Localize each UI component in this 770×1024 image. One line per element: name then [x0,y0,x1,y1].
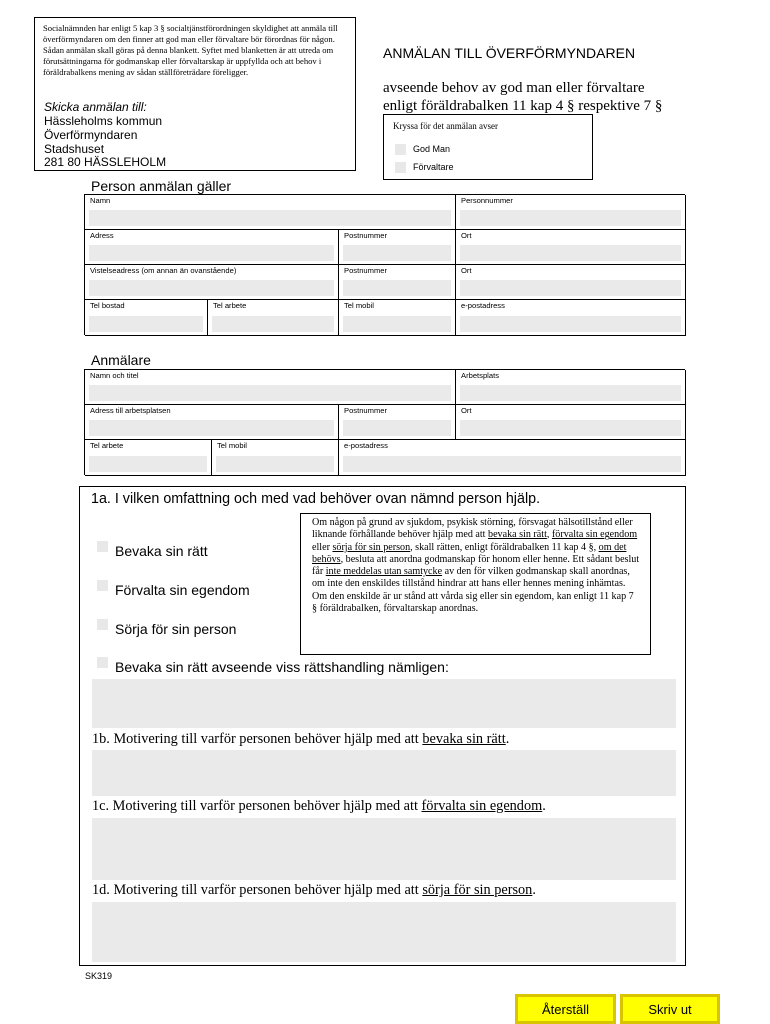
q1c-suffix: . [542,798,546,814]
q1b-underlined: bevaka sin rätt [422,731,506,747]
forvalta-checkbox[interactable] [97,580,108,591]
ort2-label: Ort [461,266,472,275]
info-text-underlined: sörja för sin person [332,541,411,553]
reporter-name-label: Namn och titel [90,371,139,380]
question-bottom-border [79,965,686,966]
intro-box [34,17,356,171]
form-subtitle [383,79,662,115]
reporter-epost-field[interactable] [343,456,681,472]
reporter-postnummer-field[interactable] [343,420,451,436]
postnummer2-cell [339,265,456,300]
reporter-ort-cell [456,405,686,440]
q1c-underlined: förvalta sin egendom [421,798,543,814]
god-man-label: God Man [413,144,451,154]
info-box [300,513,651,655]
forvalta-label: Förvalta sin egendom [115,582,250,598]
q1d-label [92,882,536,899]
personnummer-label: Personnummer [461,196,513,205]
tel-arbete-field[interactable] [212,316,334,332]
reset-button[interactable]: Återställ [515,994,616,1024]
ort-field[interactable] [460,245,681,261]
person-section-title: Person anmälan gäller [91,178,232,194]
address-line: Stadshuset [44,141,105,156]
q1b-prefix: 1b. Motivering till varför personen behöver hjälp med att [92,731,423,747]
q1c-label [92,798,546,815]
print-button[interactable]: Skriv ut [620,994,720,1024]
q1c-prefix: 1c. Motivering till varför personen behöver hjälp med att [92,798,422,814]
reporter-ort-label: Ort [461,406,472,415]
epost-label: e-postadress [461,301,505,310]
info-text [312,517,640,615]
tel-bostad-label: Tel bostad [90,301,125,310]
forvaltare-checkbox[interactable] [395,162,406,173]
address-line: Hässleholms kommun [44,114,163,128]
reporter-grid [84,369,685,475]
tel-arbete-label: Tel arbete [213,301,247,310]
info-text-part: av den för vilken godmanskap skall anordnas, om inte den enskildes tillstånd hindrar att hans eller hennes mening inhämtas. Om den enskilde är ur stånd att vårda sig eller sin egendom, kan enligt 11 kap 7 § föräldrabalken, förvaltarskap anordnas. [312,566,634,615]
reporter-tel-arbete-field[interactable] [89,456,207,472]
person-grid [84,194,685,335]
epost-field[interactable] [460,316,681,332]
info-text-part: , [546,529,552,541]
address-line: 281 80 HÄSSLEHOLM [44,155,167,170]
tel-arbete-cell [208,300,339,336]
bevaka-checkbox[interactable] [97,541,108,552]
intro-text: Socialnämnden har enligt 5 kap 3 § socialtjänstförordningen skyldighet att anmäla till överförmyndaren om den finner att god man eller förvaltare bör förordnas för någon. Sådan anmälan skall göras på denna blankett. Syftet med blanketten är att utreda om förutsättningarna för godmanskap eller förvaltarskap är uppfyllda och att behov i föräldrabalkens mening av sådan ställföreträdare föreligger. [43,23,338,77]
address-block [44,115,166,170]
reporter-section-title: Anmälare [91,352,151,368]
info-text-underlined: om det behövs [312,541,627,565]
postnummer-field[interactable] [343,245,451,261]
workplace-address-cell [85,405,339,440]
reporter-epost-label: e-postadress [344,441,388,450]
info-text-part: , skall rätten, enligt föräldrabalken 11 kap 4 §, [410,541,599,553]
name-cell [85,195,456,230]
postnummer2-field[interactable] [343,280,451,296]
q1d-field[interactable] [92,902,676,962]
q1d-suffix: . [532,882,536,898]
info-text-underlined: inte meddelas utan samtycke [325,566,443,578]
reporter-ort-field[interactable] [460,420,681,436]
reporter-name-cell [85,370,456,405]
reporter-tel-mobil-field[interactable] [216,456,334,472]
tel-mobil-cell [339,300,456,336]
forvaltare-label: Förvaltare [413,162,454,172]
workplace-address-field[interactable] [89,420,334,436]
reporter-tel-mobil-label: Tel mobil [217,441,247,450]
workplace-cell [456,370,686,405]
q1b-label [92,731,509,748]
god-man-checkbox[interactable] [395,144,406,155]
subtitle-line-2: enligt föräldrabalken 11 kap 4 § respektive 7 § [383,98,663,114]
reporter-tel-arbete-label: Tel arbete [90,441,124,450]
reporter-postnummer-label: Postnummer [344,406,388,415]
ort-label: Ort [461,231,472,240]
reporter-name-field[interactable] [89,385,451,401]
vistelse-field[interactable] [89,280,334,296]
request-type-title: Kryssa för det anmälan avser [393,121,498,131]
tel-bostad-cell [85,300,208,336]
workplace-address-label: Adress till arbetsplatsen [90,406,171,415]
info-text-underlined: förvalta sin egendom [551,529,638,541]
reporter-postnummer-cell [339,405,456,440]
q1d-prefix: 1d. Motivering till varför personen behöver hjälp med att [92,882,423,898]
q1b-suffix: . [505,731,510,747]
address-cell [85,230,339,265]
workplace-label: Arbetsplats [461,371,499,380]
question-left-border [79,486,80,966]
sorja-checkbox[interactable] [97,619,108,630]
form-title: ANMÄLAN TILL ÖVERFÖRMYNDAREN [383,45,636,61]
info-text-part: Om någon på grund av sjukdom, psykisk störning, försvagat hälsotillstånd eller liknande förhållande behöver hjälp med att [312,517,633,541]
q1a-title: 1a. I vilken omfattning och med vad behöver ovan nämnd person hjälp. [91,491,541,507]
name-label: Namn [90,196,111,205]
bevaka-label: Bevaka sin rätt [115,543,208,559]
rattshandling-checkbox[interactable] [97,657,108,668]
question-right-border [685,486,686,966]
info-text-part: , besluta att anordna godmanskap för honom eller henne. Ett sådant beslut får [312,553,640,578]
sorja-label: Sörja för sin person [115,621,237,637]
q1b-field[interactable] [92,750,676,796]
ort2-field[interactable] [460,280,681,296]
tel-mobil-label: Tel mobil [344,301,374,310]
address-field[interactable] [89,245,334,261]
form-code: SK319 [85,971,113,981]
ort-cell [456,230,686,265]
tel-bostad-field[interactable] [89,316,203,332]
postnummer-cell [339,230,456,265]
q1c-field[interactable] [92,818,676,880]
vistelse-cell [85,265,339,300]
rattshandling-label: Bevaka sin rätt avseende viss rättshandling nämligen: [115,659,449,675]
question-top-border [79,486,686,487]
info-text-part: eller [312,541,333,553]
ort2-cell [456,265,686,300]
name-field[interactable] [89,210,451,226]
vistelse-label: Vistelseadress (om annan än ovanstående) [90,266,237,275]
info-text-underlined: bevaka sin rätt [488,529,547,541]
rattshandling-field[interactable] [92,679,676,728]
personnummer-cell [456,195,686,230]
reporter-epost-cell [339,440,686,476]
tel-mobil-field[interactable] [343,316,451,332]
personnummer-field[interactable] [460,210,681,226]
postnummer2-label: Postnummer [344,266,388,275]
send-to-label: Skicka anmälan till: [44,100,147,114]
subtitle-line-1: avseende behov av god man eller förvaltare [383,80,645,96]
workplace-field[interactable] [460,385,681,401]
address-line: Överförmyndaren [44,127,138,142]
reporter-tel-mobil-cell [212,440,339,476]
postnummer-label: Postnummer [344,231,388,240]
epost-cell [456,300,686,336]
q1d-underlined: sörja för sin person [422,882,533,898]
request-type-box [383,114,593,180]
reporter-tel-arbete-cell [85,440,212,476]
address-label: Adress [90,231,114,240]
